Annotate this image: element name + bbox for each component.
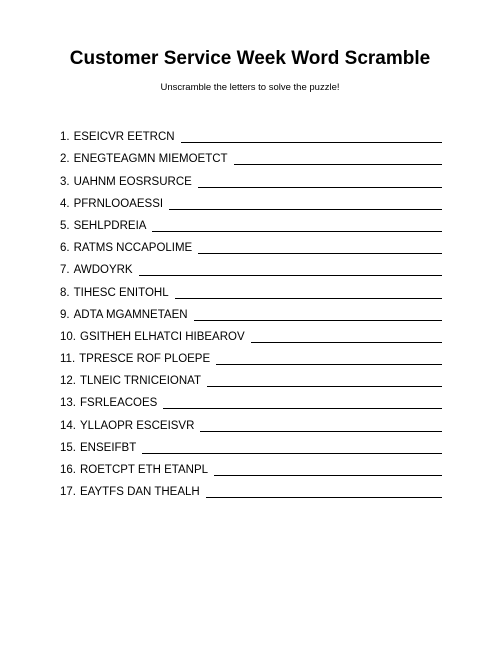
puzzle-item	[60, 455, 442, 477]
answer-line[interactable]	[163, 396, 442, 409]
scrambled-word: AWDOYRK	[73, 264, 133, 277]
puzzle-item	[60, 233, 442, 255]
scrambled-word: UAHNM EOSRSURCE	[73, 175, 192, 188]
answer-line[interactable]	[251, 330, 442, 343]
puzzle-number: 17.	[60, 486, 76, 499]
scrambled-word: GSITHEH ELHATCI HIBEAROV	[80, 330, 245, 343]
answer-line[interactable]	[152, 219, 442, 232]
scrambled-word: ENEGTEAGMN MIEMOETCT	[73, 153, 228, 166]
scrambled-word: RATMS NCCAPOLIME	[73, 242, 193, 255]
puzzle-number: 10.	[60, 330, 76, 343]
puzzle-item	[60, 410, 442, 432]
puzzle-item	[60, 433, 442, 455]
answer-line[interactable]	[216, 352, 442, 365]
answer-line[interactable]	[181, 130, 442, 143]
scrambled-word: TLNEIC TRNICEIONAT	[80, 375, 201, 388]
scrambled-word: FSRLEACOES	[80, 397, 158, 410]
puzzle-item	[60, 189, 442, 211]
puzzle-number: 7.	[60, 264, 70, 277]
scrambled-word: PFRNLOOAESSI	[73, 197, 164, 210]
scrambled-word: TPRESCE ROF PLOEPE	[79, 353, 211, 366]
answer-line[interactable]	[198, 175, 442, 188]
answer-line[interactable]	[200, 419, 442, 432]
answer-line[interactable]	[194, 308, 442, 321]
scrambled-word: YLLAOPR ESCEISVR	[80, 419, 195, 432]
puzzle-number: 5.	[60, 219, 70, 232]
puzzle-item	[60, 255, 442, 277]
puzzle-item	[60, 388, 442, 410]
puzzle-list	[60, 122, 442, 499]
puzzle-number: 12.	[60, 375, 76, 388]
puzzle-item	[60, 300, 442, 322]
answer-line[interactable]	[175, 286, 442, 299]
puzzle-number: 4.	[60, 197, 70, 210]
puzzle-item	[60, 477, 442, 499]
puzzle-number: 14.	[60, 419, 76, 432]
puzzle-item	[60, 322, 442, 344]
answer-line[interactable]	[169, 197, 442, 210]
scrambled-word: ESEICVR EETRCN	[73, 131, 175, 144]
puzzle-number: 11.	[60, 353, 76, 366]
puzzle-number: 6.	[60, 242, 70, 255]
answer-line[interactable]	[207, 374, 442, 387]
scrambled-word: SEHLPDREIA	[73, 219, 147, 232]
puzzle-number: 13.	[60, 397, 76, 410]
scrambled-word: TIHESC ENITOHL	[73, 286, 169, 299]
answer-line[interactable]	[139, 263, 442, 276]
puzzle-item	[60, 366, 442, 388]
puzzle-number: 3.	[60, 175, 70, 188]
scrambled-word: EAYTFS DAN THEALH	[80, 486, 200, 499]
puzzle-item	[60, 122, 442, 144]
puzzle-number: 2.	[60, 153, 70, 166]
answer-line[interactable]	[142, 441, 442, 454]
answer-line[interactable]	[234, 152, 442, 165]
puzzle-number: 1.	[60, 131, 70, 144]
puzzle-number: 16.	[60, 464, 76, 476]
puzzle-item	[60, 166, 442, 188]
worksheet-title: Customer Service Week Word Scramble	[69, 48, 431, 69]
puzzle-number: 9.	[60, 308, 70, 321]
worksheet-instructions: Unscramble the letters to solve the puzzle!	[160, 82, 340, 93]
scrambled-word: ENSEIFBT	[80, 441, 137, 454]
answer-line[interactable]	[198, 241, 442, 254]
puzzle-item	[60, 277, 442, 299]
scrambled-word: ROETCPT ETH ETANPL	[80, 464, 209, 476]
puzzle-item	[60, 211, 442, 233]
puzzle-number: 8.	[60, 286, 70, 299]
answer-line[interactable]	[214, 463, 442, 476]
puzzle-number: 15.	[60, 441, 76, 454]
puzzle-item	[60, 144, 442, 166]
scrambled-word: ADTA MGAMNETAEN	[73, 308, 188, 321]
puzzle-item	[60, 344, 442, 366]
answer-line[interactable]	[206, 485, 442, 498]
